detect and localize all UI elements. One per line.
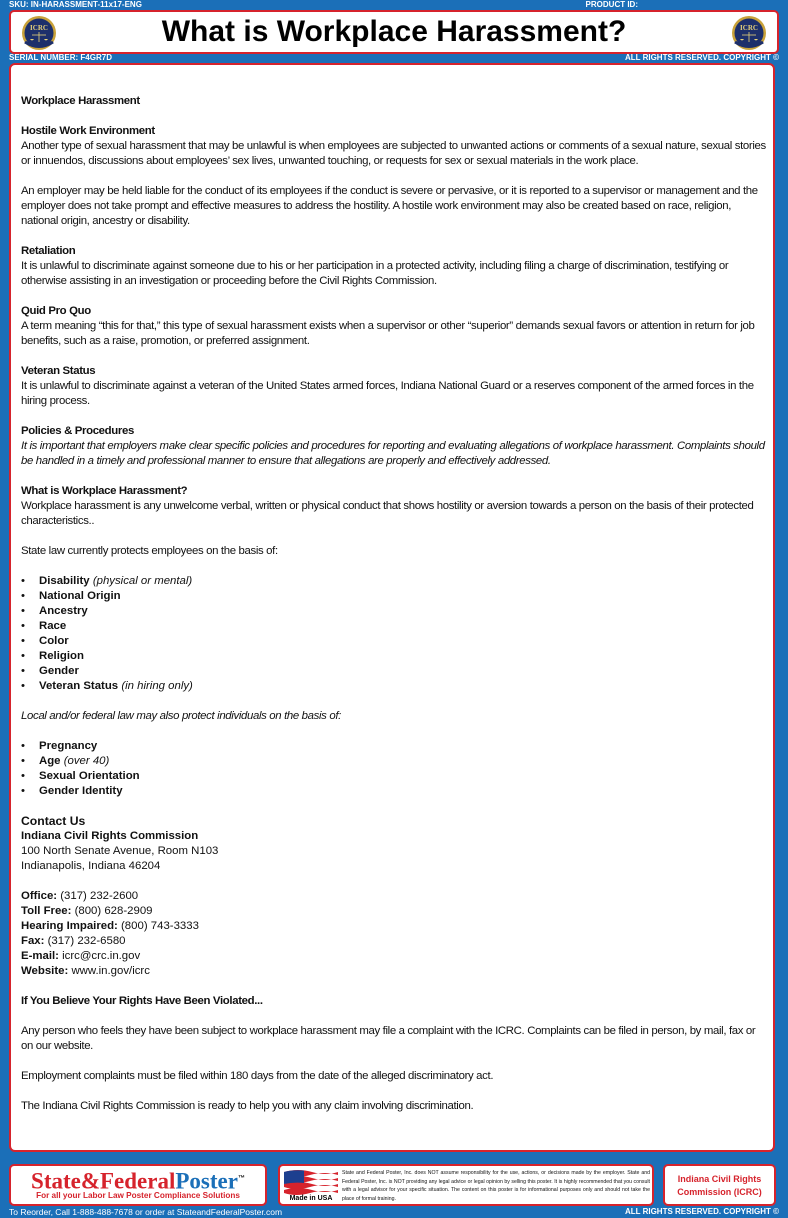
policies-heading: Policies & Procedures xyxy=(21,425,134,437)
header-box xyxy=(9,10,779,54)
org-name: Indiana Civil Rights Commission (ICRC) xyxy=(677,1174,762,1197)
bottom-strip xyxy=(0,1207,788,1218)
contact-website: Website: www.in.gov/icrc xyxy=(21,965,150,977)
what-is-text: Workplace harassment is any unwelcome verbal, written or physical conduct that shows hostility or aversion towards a person on the basis of their protected characteristics.. xyxy=(21,500,754,527)
state-protected-list xyxy=(21,574,769,694)
retaliation-heading: Retaliation xyxy=(21,245,76,257)
list-item: • Gender xyxy=(21,665,79,677)
main-heading: Workplace Harassment xyxy=(21,95,140,107)
contact-office: Office: (317) 232-2600 xyxy=(21,890,139,902)
list-item: • Age (over 40) xyxy=(21,755,110,767)
state-law-intro: State law currently protects employees on the basis of: xyxy=(21,545,278,557)
made-in-usa-label: Made in USA xyxy=(289,1195,333,1202)
list-item: • Religion xyxy=(21,650,84,662)
contact-fax: Fax: (317) 232-6580 xyxy=(21,935,126,947)
product-id-label: PRODUCT ID: xyxy=(585,0,638,9)
violated-paragraph-1: Any person who feels they have been subject to workplace harassment may file a complaint with the ICRC. Complaints can be filed in person, by mail, fax or on our website. xyxy=(21,1025,756,1052)
brand-logo: State&FederalPoster™ xyxy=(31,1168,245,1194)
list-item: • Color xyxy=(21,635,69,647)
disclaimer-text: State and Federal Poster, Inc. does NOT assume responsibility for the use, actions, or decisions made by the employer. State and Federal Poster, Inc. is NOT providing any legal advice or legal opinion by selling this poster. It is highly recommended that you consult with a legal advisor for your specific situation. The content on this poster is for informational purposes only and should not take the place of formal training. xyxy=(342,1170,650,1202)
quid-pro-quo-heading: Quid Pro Quo xyxy=(21,305,91,317)
svg-text:ICRC: ICRC xyxy=(740,24,758,32)
top-strip xyxy=(0,0,788,10)
copyright-top: ALL RIGHTS RESERVED. COPYRIGHT © xyxy=(624,53,779,62)
page-title: What is Workplace Harassment? xyxy=(161,15,627,48)
contact-email: E-mail: icrc@crc.in.gov xyxy=(21,950,141,962)
email-link[interactable]: icrc@crc.in.gov xyxy=(62,950,141,962)
hostile-paragraph-1: Another type of sexual harassment that may be unlawful is when employees are subjected to unwanted actions or comments of a sexual nature, sexual stories or innuendos, discussions about employees’ sex lives, unwanted touching, or requests for sex or sexual materials in the work place. xyxy=(21,140,766,167)
disclaimer-box xyxy=(278,1164,654,1206)
serial-number: SERIAL NUMBER: F4GR7D xyxy=(9,53,112,62)
contact-address-2: Indianapolis, Indiana 46204 xyxy=(21,860,161,872)
org-name-box xyxy=(663,1164,776,1206)
list-item: • Sexual Orientation xyxy=(21,770,140,782)
list-item: • Disability (physical or mental) xyxy=(21,575,193,587)
hostile-heading: Hostile Work Environment xyxy=(21,125,155,137)
list-item: • Pregnancy xyxy=(21,740,98,752)
brand-logo-box xyxy=(9,1164,267,1206)
website-link[interactable]: www.in.gov/icrc xyxy=(71,965,150,977)
poster-content xyxy=(21,94,769,1114)
serial-strip xyxy=(0,53,788,63)
reorder-text[interactable]: To Reorder, Call 1-888-488-7678 or order at StateandFederalPoster.com xyxy=(9,1207,283,1217)
contact-toll-free: Toll Free: (800) 628-2909 xyxy=(21,905,153,917)
brand-tagline: For all your Labor Law Poster Compliance Solutions xyxy=(36,1191,240,1200)
policies-text: It is important that employers make clear specific policies and procedures for reporting and evaluating allegations of workplace harassment. Complaints should be handled in a timely and professional manner to ensure that allegations are properly and effectively addressed. xyxy=(21,440,765,467)
local-law-intro: Local and/or federal law may also protect individuals on the basis of: xyxy=(21,710,341,722)
list-item: • Gender Identity xyxy=(21,785,123,797)
hostile-paragraph-2: An employer may be held liable for the conduct of its employees if the conduct is severe or pervasive, or it is reported to a supervisor or management and the employer does not take prompt and effective measures to address the hostility. A hostile work environment may also be created based on race, religion, national origin, ancestry or disability. xyxy=(21,185,758,227)
what-is-heading: What is Workplace Harassment? xyxy=(21,485,188,497)
copyright-bottom: ALL RIGHTS RESERVED. COPYRIGHT © xyxy=(624,1207,779,1216)
list-item: • Ancestry xyxy=(21,605,88,617)
contact-address-1: 100 North Senate Avenue, Room N103 xyxy=(21,845,219,857)
veteran-heading: Veteran Status xyxy=(21,365,96,377)
contact-org: Indiana Civil Rights Commission xyxy=(21,830,199,842)
contact-heading: Contact Us xyxy=(21,814,86,828)
list-item: • Race xyxy=(21,620,67,632)
local-protected-list xyxy=(21,739,769,799)
violated-paragraph-3: The Indiana Civil Rights Commission is ready to help you with any claim involving discrimination. xyxy=(21,1100,474,1112)
veteran-text: It is unlawful to discriminate against a veteran of the United States armed forces, Indiana National Guard or a reserves component of the armed forces in the hiring process. xyxy=(21,380,754,407)
main-content-box xyxy=(9,63,775,1152)
retaliation-text: It is unlawful to discriminate against someone due to his or her participation in a protected activity, including filing a charge of discrimination, testifying or otherwise assisting in an investigation or proceeding before the Civil Rights Commission. xyxy=(21,260,729,287)
svg-text:ICRC: ICRC xyxy=(30,24,48,32)
list-item: • National Origin xyxy=(21,590,121,602)
quid-pro-quo-text: A term meaning “this for that,” this type of sexual harassment exists when a supervisor or other “superior” demands sexual favors or attention in return for job benefits, such as a raise, promotion, or preferred assignment. xyxy=(21,320,755,347)
violated-heading: If You Believe Your Rights Have Been Violated... xyxy=(21,995,263,1007)
list-item: • Veteran Status (in hiring only) xyxy=(21,680,193,692)
violated-paragraph-2: Employment complaints must be filed within 180 days from the date of the alleged discriminatory act. xyxy=(21,1070,494,1082)
contact-hearing-impaired: Hearing Impaired: (800) 743-3333 xyxy=(21,920,199,932)
us-flag-icon xyxy=(282,1168,338,1196)
sku-label: SKU: IN-HARASSMENT-11x17-ENG xyxy=(9,0,142,9)
icrc-seal-icon xyxy=(731,15,767,51)
